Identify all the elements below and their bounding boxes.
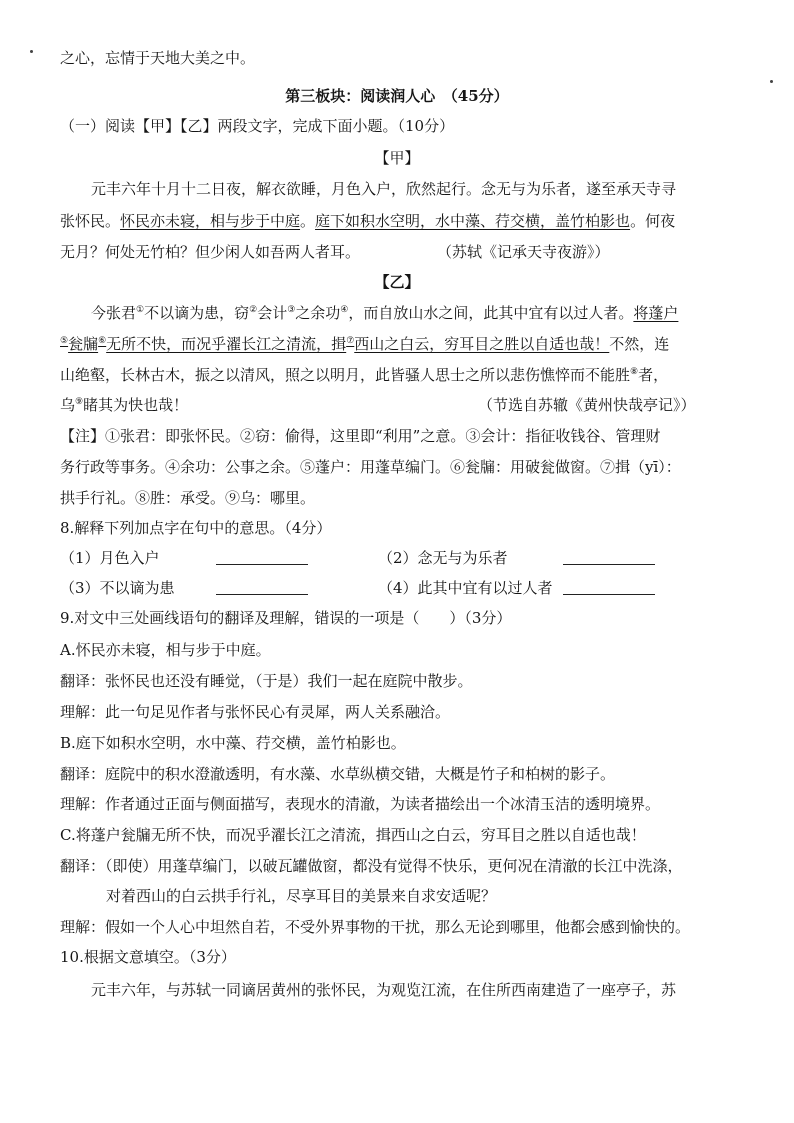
yi-line-3 (60, 365, 668, 385)
q8-item-label: （4）此其中宜有以过人者 (378, 579, 553, 597)
notes-line-1: 【注】①张君：即张怀民。②窃：偷得，这里即“利用”之意。③会计：指征收钱谷、管理财 (60, 427, 661, 445)
note-marker: ② (249, 305, 258, 315)
q10-stem: 10.根据文意填空。（3分） (60, 948, 236, 966)
jia-line-3: 无月？何处无竹柏？但少闲人如吾两人者耳。 (60, 243, 361, 261)
q9-a-translation: 翻译：张怀民也还没有睡觉，（于是）我们一起在庭院中散步。 (60, 672, 473, 690)
q8-item-2 (378, 548, 508, 568)
yi-text: 不然，连 (609, 335, 670, 353)
q8-item-3 (60, 578, 175, 598)
q8-item-1 (60, 548, 160, 568)
q9-c-translation-2: 对着西山的白云拱手行礼，尽享耳目的美景来自求安适呢？ (106, 887, 497, 905)
answer-blank-2[interactable] (563, 550, 655, 565)
underlined-sentence-c: 瓮牖 (68, 335, 99, 353)
jia-source: （苏轼《记承天寺夜游》） (437, 243, 610, 261)
yi-text: 睹其为快也哉！ (83, 396, 189, 414)
scan-speck (770, 80, 773, 83)
underlined-sentence-c: 西山之白云，穷耳目之胜以自适也哉！ (354, 335, 610, 353)
yi-text: ，而自放山水之间，此其中宜有以过人者。 (348, 304, 634, 322)
q9-option-b: B.庭下如积水空明，水中藻、荇交横，盖竹柏影也。 (60, 734, 406, 752)
jia-heading: 【甲】 (374, 149, 420, 167)
note-marker: ① (136, 305, 145, 315)
yi-line-2 (60, 334, 669, 354)
q9-b-translation: 翻译：庭院中的积水澄澈透明，有水藻、水草纵横交错，大概是竹子和柏树的影子。 (60, 765, 616, 783)
jia-text: 。何夜 (630, 212, 676, 230)
jia-line-1: 元丰六年十月十二日夜，解衣欲睡，月色入户，欣然起行。念无与为乐者，遂至承天寺寻 (91, 180, 677, 198)
answer-blank-1[interactable] (216, 550, 308, 565)
underlined-sentence-c: 将蓬户 (633, 304, 679, 322)
note-marker: ⑦ (346, 336, 355, 346)
jia-text: 。 (300, 212, 316, 230)
q9-option-a: A.怀民亦未寝，相与步于中庭。 (60, 641, 271, 659)
yi-line-1 (91, 303, 678, 323)
underlined-sentence-b: 庭下如积水空明，水中藻、荇交横，盖竹柏影也 (315, 212, 631, 230)
note-marker: ⑧ (630, 367, 639, 377)
yi-text: 之余功 (295, 304, 341, 322)
jia-text: 张怀民。 (60, 212, 121, 230)
prev-text-line: 之心，忘情于天地大美之中。 (60, 49, 256, 67)
note-marker: ⑥ (98, 336, 107, 346)
underlined-sentence-c: 无所不快，而况乎濯长江之清流，揖 (106, 335, 347, 353)
yi-text: 者， (638, 366, 669, 384)
yi-text: 会计 (257, 304, 288, 322)
q8-item-label: （3）不以谪为患 (60, 579, 175, 597)
section-title: 第三板块：阅读润人心 （45分） (285, 87, 509, 105)
yi-line-4 (60, 395, 188, 415)
q8-item-4 (378, 578, 553, 598)
yi-text: 不以谪为患，窃 (144, 304, 250, 322)
q8-item-label: （1）月色入户 (60, 549, 160, 567)
underlined-sentence-a: 怀民亦未寝，相与步于中庭 (120, 212, 301, 230)
yi-source: （节选自苏辙《黄州快哉亭记》） (478, 396, 696, 414)
q9-a-understanding: 理解：此一句足见作者与张怀民心有灵犀，两人关系融洽。 (60, 703, 451, 721)
scan-speck (30, 50, 33, 53)
note-marker: ⑤ (60, 336, 69, 346)
yi-text: 乌 (60, 396, 76, 414)
yi-text: 山绝壑，长林古木，振之以清风，照之以明月，此皆骚人思士之所以悲伤憔悴而不能胜 (60, 366, 631, 384)
notes-line-2: 务行政等事务。④余功：公事之余。⑤蓬户：用蓬草编门。⑥瓮牖：用破瓮做窗。⑦揖（yī）： (60, 458, 681, 476)
q8-item-label: （2）念无与为乐者 (378, 549, 508, 567)
answer-blank-3[interactable] (216, 580, 308, 595)
answer-blank-4[interactable] (563, 580, 655, 595)
part-one-heading: （一）阅读【甲】【乙】两段文字，完成下面小题。（10分） (60, 117, 455, 135)
note-marker: ⑨ (75, 397, 84, 407)
q8-stem: 8.解释下列加点字在句中的意思。（4分） (60, 519, 332, 537)
q9-stem: 9.对文中三处画线语句的翻译及理解，错误的一项是（ ）（3分） (60, 609, 512, 627)
note-marker: ③ (287, 305, 296, 315)
q9-c-understanding: 理解：假如一个人心中坦然自若，不受外界事物的干扰，那么无论到哪里，他都会感到愉快的。 (60, 918, 691, 936)
q9-c-translation-1: 翻译：（即使）用蓬草编门，以破瓦罐做窗，都没有觉得不快乐，更何况在清澈的长江中洗涤， (60, 857, 683, 875)
note-marker: ④ (340, 305, 349, 315)
q10-line-1: 元丰六年，与苏轼一同谪居黄州的张怀民，为观览江流，在住所西南建造了一座亭子，苏 (91, 981, 677, 999)
q9-option-c: C.将蓬户瓮牖无所不快，而况乎濯长江之清流，揖西山之白云，穷耳目之胜以自适也哉！ (60, 826, 646, 844)
yi-text: 今张君 (91, 304, 137, 322)
jia-line-2 (60, 211, 675, 231)
notes-line-3: 拱手行礼。⑧胜：承受。⑨乌：哪里。 (60, 489, 316, 507)
yi-heading: 【乙】 (374, 273, 420, 291)
q9-b-understanding: 理解：作者通过正面与侧面描写，表现水的清澈，为读者描绘出一个冰清玉洁的透明境界。 (60, 795, 661, 813)
